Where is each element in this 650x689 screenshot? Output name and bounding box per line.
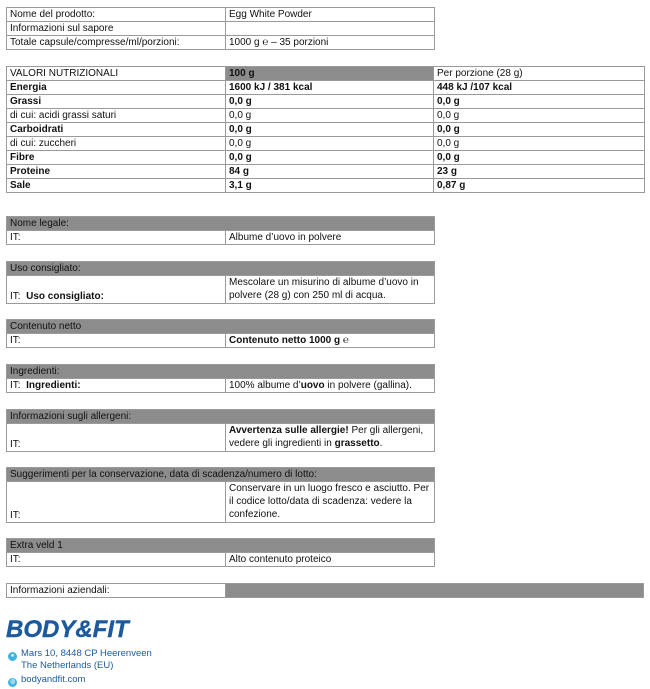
allergens-section [6, 409, 435, 452]
nutrient-name: Proteine [7, 165, 226, 179]
nutrient-per-100g: 1600 kJ / 381 kcal [226, 81, 434, 95]
ingredients-value [226, 379, 435, 393]
ingredients-text-post: in polvere (gallina). [324, 380, 412, 391]
nutrient-per-100g: 0,0 g [226, 137, 434, 151]
location-pin-icon: ● [8, 652, 17, 661]
flavor-label: Informazioni sul sapore [7, 22, 226, 36]
nutrient-per-serving: 0,0 g [434, 109, 645, 123]
servings-value: 1000 g ℮ – 35 porzioni [226, 36, 435, 50]
ingredients-section [6, 364, 435, 393]
ingredients-label [7, 379, 226, 393]
ingredients-text-pre: 100% albume d’ [229, 380, 301, 391]
nutrient-per-100g: 0,0 g [226, 123, 434, 137]
ingredients-allergen: uovo [300, 380, 325, 391]
legal-name-label: IT: [7, 231, 226, 245]
usage-label-bold: Uso consigliato: [26, 291, 104, 302]
extra-section [6, 538, 435, 567]
usage-section [6, 261, 435, 304]
allergens-label: IT: [7, 424, 226, 452]
nutrient-name: Energia [7, 81, 226, 95]
usage-header: Uso consigliato: [7, 262, 435, 276]
ingredients-header: Ingredienti: [7, 365, 435, 379]
net-content-header: Contenuto netto [7, 320, 435, 334]
storage-section [6, 467, 435, 523]
nutrient-name: Sale [7, 179, 226, 193]
nutrition-header-serving: Per porzione (28 g) [434, 67, 645, 81]
allergens-text-end: . [379, 438, 383, 449]
nutrition-table [6, 66, 645, 193]
nutrient-per-serving: 0,0 g [434, 151, 645, 165]
allergens-value [226, 424, 435, 452]
product-name-value: Egg White Powder [226, 8, 435, 22]
brand-logo-text: BODY&FIT [6, 616, 129, 643]
ingredients-label-bold: Ingredienti: [26, 380, 81, 391]
address-line-2: The Netherlands (EU) [21, 660, 114, 671]
nutrient-per-100g: 3,1 g [226, 179, 434, 193]
extra-label: IT: [7, 553, 226, 567]
product-info-table [6, 7, 435, 50]
nutrition-row [7, 109, 645, 123]
nutrient-per-serving: 448 kJ /107 kcal [434, 81, 645, 95]
address-line-1: Mars 10, 8448 CP Heerenveen [21, 648, 152, 659]
nutrient-name: Fibre [7, 151, 226, 165]
company-section [6, 583, 644, 598]
nutrient-per-serving: 0,0 g [434, 137, 645, 151]
nutrition-row [7, 151, 645, 165]
nutrient-name: Grassi [7, 95, 226, 109]
allergens-text: Per gli allergeni, vedere gli ingredienti in [229, 425, 424, 449]
legal-name-value: Albume d’uovo in polvere [226, 231, 435, 245]
usage-label-prefix: IT: [10, 291, 21, 302]
nutrient-per-100g: 0,0 g [226, 151, 434, 165]
nutrition-row [7, 123, 645, 137]
extra-header: Extra veld 1 [7, 539, 435, 553]
storage-header: Suggerimenti per la conservazione, data di scadenza/numero di lotto: [7, 468, 435, 482]
nutrient-per-serving: 0,0 g [434, 95, 645, 109]
globe-icon: ◍ [9, 679, 16, 685]
nutrient-per-100g: 0,0 g [226, 109, 434, 123]
company-website[interactable] [8, 674, 85, 687]
nutrient-name: di cui: acidi grassi saturi [7, 109, 226, 123]
flavor-value [226, 22, 435, 36]
nutrition-header-100g: 100 g [226, 67, 434, 81]
net-content-section [6, 319, 435, 348]
nutrition-row [7, 81, 645, 95]
website-link[interactable]: bodyandfit.com [21, 674, 86, 685]
nutrient-per-serving: 0,0 g [434, 123, 645, 137]
nutrition-row [7, 179, 645, 193]
usage-label [7, 276, 226, 304]
servings-label: Totale capsule/compresse/ml/porzioni: [7, 36, 226, 50]
usage-value: Mescolare un misurino di albume d’uovo in polvere (28 g) con 250 ml di acqua. [226, 276, 435, 304]
net-content-value: Contenuto netto 1000 g ℮ [226, 334, 435, 348]
net-content-label: IT: [7, 334, 226, 348]
storage-value: Conservare in un luogo fresco e asciutto. Per il codice lotto/data di scadenza: vedere la confezione. [226, 482, 435, 523]
product-name-label: Nome del prodotto: [7, 8, 226, 22]
nutrient-name: di cui: zuccheri [7, 137, 226, 151]
storage-label: IT: [7, 482, 226, 523]
nutrient-per-100g: 0,0 g [226, 95, 434, 109]
allergens-warning: Avvertenza sulle allergie! [229, 425, 349, 436]
nutrient-per-serving: 23 g [434, 165, 645, 179]
nutrient-per-100g: 84 g [226, 165, 434, 179]
nutrition-row [7, 137, 645, 151]
legal-name-header: Nome legale: [7, 217, 435, 231]
allergens-header: Informazioni sugli allergeni: [7, 410, 435, 424]
company-label: Informazioni aziendali: [7, 584, 226, 598]
legal-name-section [6, 216, 435, 245]
ingredients-label-prefix: IT: [10, 380, 21, 391]
body-and-fit-logo [6, 615, 136, 643]
nutrition-row [7, 165, 645, 179]
company-value-cell [226, 584, 644, 598]
nutrient-name: Carboidrati [7, 123, 226, 137]
allergens-bold-word: grassetto [334, 438, 380, 449]
nutrient-per-serving: 0,87 g [434, 179, 645, 193]
nutrition-row [7, 95, 645, 109]
nutrition-header-label: VALORI NUTRIZIONALI [7, 67, 226, 81]
extra-value: Alto contenuto proteico [226, 553, 435, 567]
